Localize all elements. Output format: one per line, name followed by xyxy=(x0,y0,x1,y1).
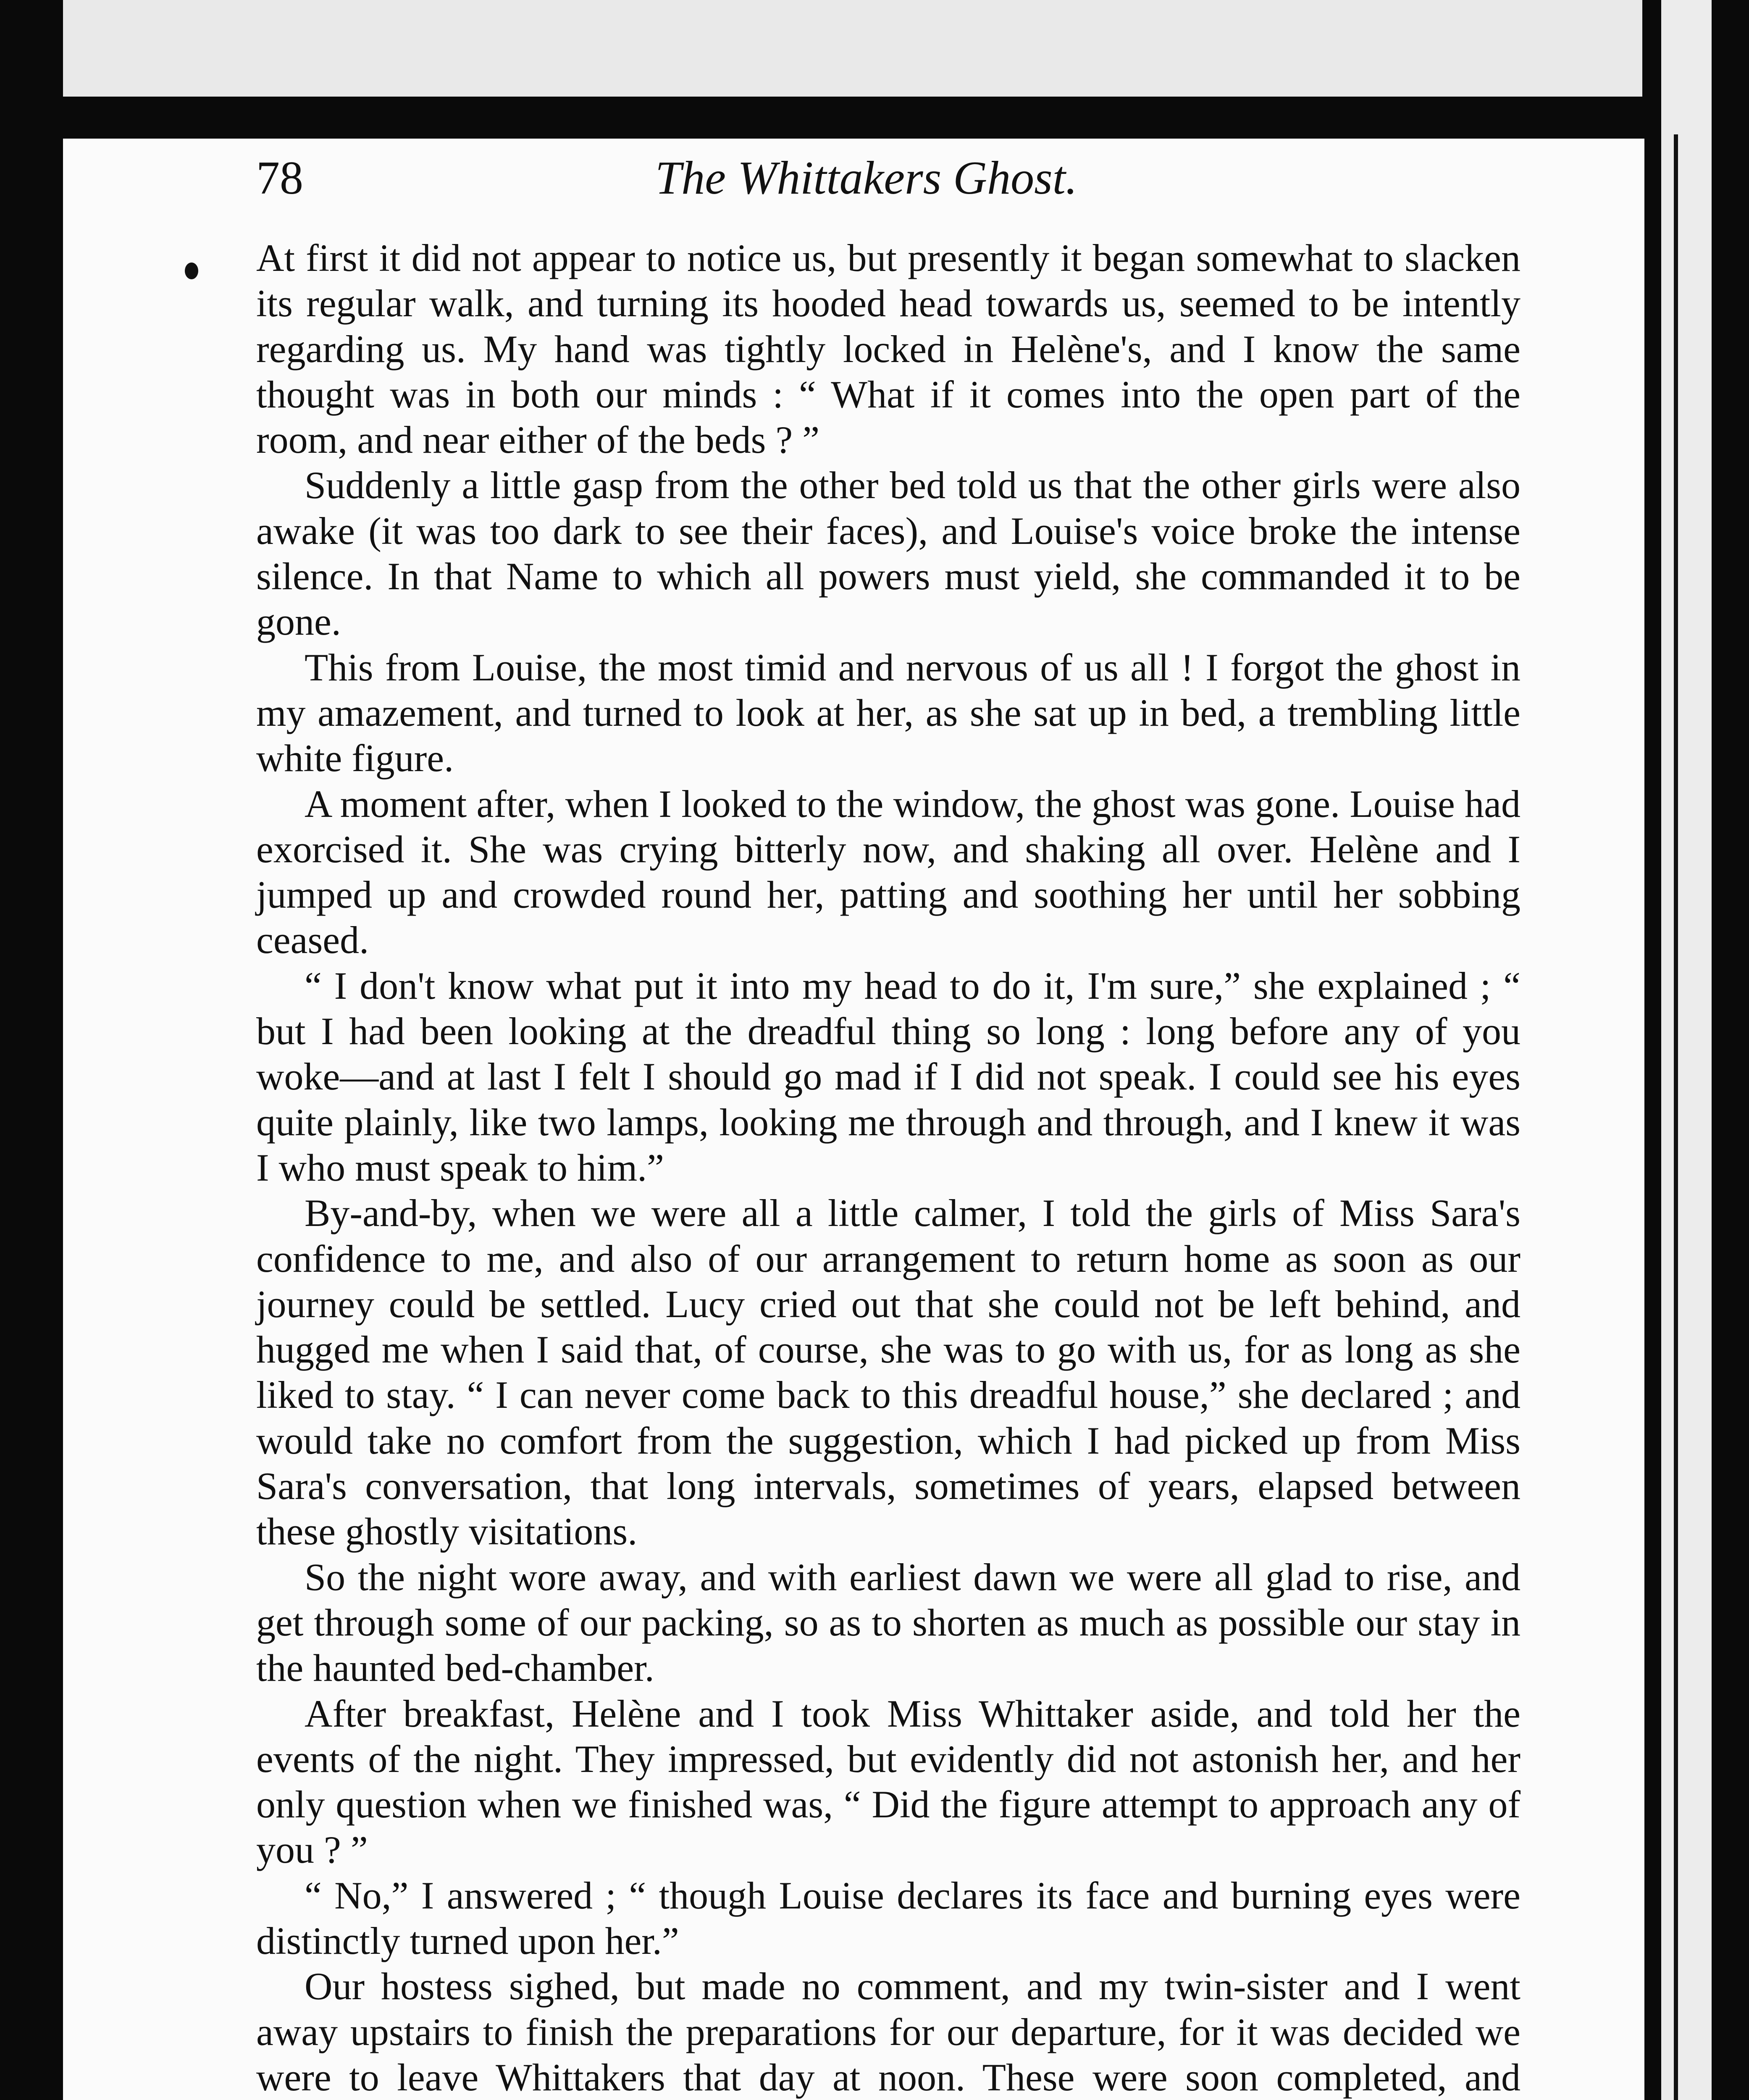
margin-dot-mark xyxy=(185,262,198,279)
running-head xyxy=(256,151,1516,218)
page-edge-line xyxy=(1674,134,1678,2100)
page-number: 78 xyxy=(256,152,303,204)
scan-edge-top xyxy=(55,0,1642,97)
paragraph: A moment after, when I looked to the window, the ghost was gone. Louise had exorcised it. She was crying bitterly now, and shaking all over. Helène and I jumped up and crowded round her, patting and soothing her until her sobbing ceased. xyxy=(256,782,1521,962)
paragraph: At first it did not appear to notice us, but presently it began somewhat to slacken its regular walk, and turning its hooded head towards us, seemed to be intently regarding us. My hand was tightly locked in Helène's, and I know the same thought was in both our minds : “ What if it comes into the open part of the room, and near either of the beds ? ” xyxy=(256,236,1521,462)
paragraph: Our hostess sighed, but made no comment, and my twin-sister and I went away upstairs to finish the preparations for our departure, for it was decided we were to leave Whittakers that day at noon. These were soon completed, and xyxy=(256,1965,1521,2099)
paragraph: “ No,” I answered ; “ though Louise declares its face and burning eyes were distinctly turned upon her.” xyxy=(256,1874,1521,1962)
scan-border-left xyxy=(0,0,63,2100)
paragraph: By-and-by, when we were all a little calmer, I told the girls of Miss Sara's confidence to me, and also of our arrangement to return home as soon as our journey could be settled. Lucy cried out that she could not be left behind, and hugged me when I said that, of course, she was to go with us, for as long as she liked to stay. “ I can never come back to this dreadful house,” she declared ; and would take no comfort from the suggestion, which I had picked up from Miss Sara's conversation, that long intervals, sometimes of years, elapsed between these ghostly visitations. xyxy=(256,1192,1521,1553)
running-title: The Whittakers Ghost. xyxy=(655,152,1077,204)
paragraph: This from Louise, the most timid and nervous of us all ! I forgot the ghost in my amazement, and turned to look at her, as she sat up in bed, a trembling little white figure. xyxy=(256,646,1521,780)
paragraph: So the night wore away, and with earliest dawn we were all glad to rise, and get through some of our packing, so as to shorten as much as possible our stay in the haunted bed-chamber. xyxy=(256,1555,1521,1690)
body-text xyxy=(256,235,1521,2100)
scan-edge-right xyxy=(1661,0,1712,2100)
paragraph: “ I don't know what put it into my head to do it, I'm sure,” she explained ; “ but I had been looking at the dreadful thing so long : long before any of you woke—and at last I felt I should go mad if I did not speak. I could see his eyes quite plainly, like two lamps, looking me through and through, and I knew it was I who must speak to him.” xyxy=(256,964,1521,1189)
paragraph: After breakfast, Helène and I took Miss Whittaker aside, and told her the events of the night. They impressed, but evidently did not astonish her, and her only question when we finished was, “ Did the figure attempt to approach any of you ? ” xyxy=(256,1692,1521,1872)
paragraph: Suddenly a little gasp from the other bed told us that the other girls were also awake (it was too dark to see their faces), and Louise's voice broke the intense silence. In that Name to which all powers must yield, she commanded it to be gone. xyxy=(256,464,1521,643)
